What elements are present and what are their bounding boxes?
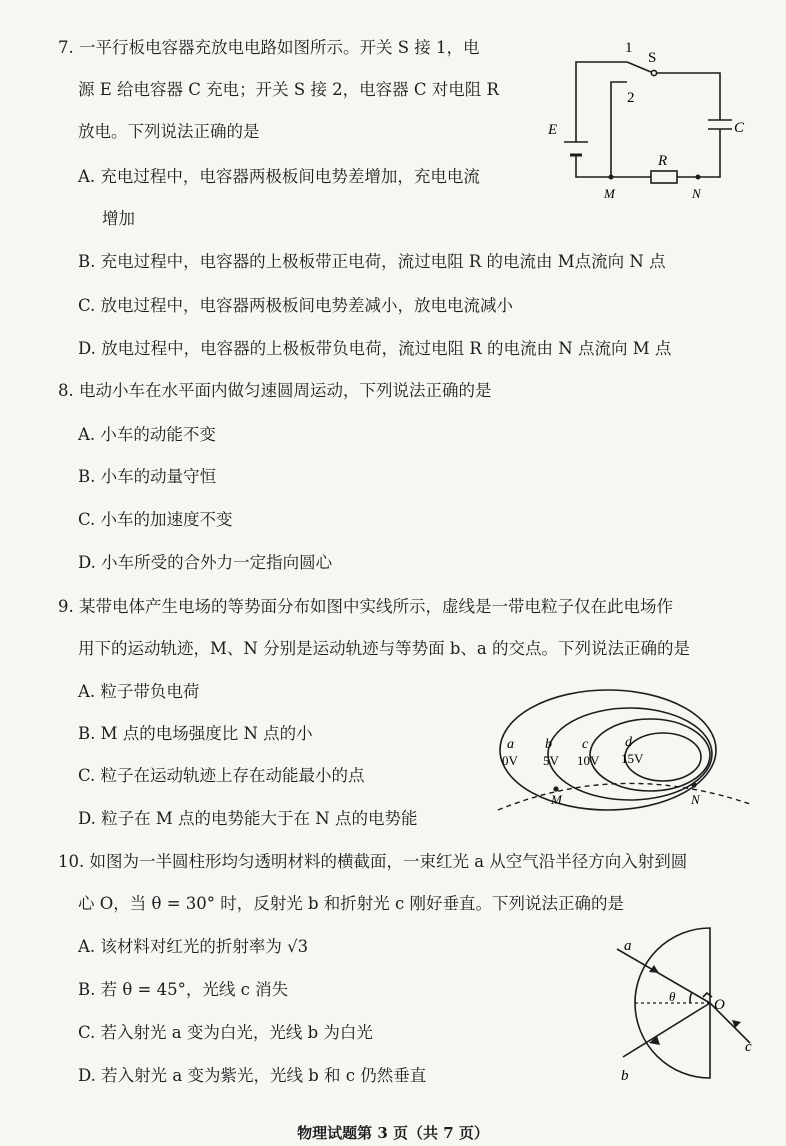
surface-c-potential: 10V <box>577 753 600 768</box>
surface-b-label: b <box>545 737 552 752</box>
q10-option-c: C. 若入射光 a 变为白光，光线 b 为白光 <box>78 1023 373 1042</box>
point-n-label: N <box>691 792 700 807</box>
surface-a-label: a <box>507 737 514 752</box>
q7-stem-line3: 放电。下列说法正确的是 <box>78 122 260 141</box>
q7-option-d: D. 放电过程中，电容器的上极板带负电荷，流过电阻 R 的电流由 N 点流向 M 点 <box>78 339 672 358</box>
equipotential-diagram <box>490 680 760 815</box>
q7-option-a-line2: 增加 <box>102 209 135 228</box>
theta-label: θ <box>669 989 676 1004</box>
q9-option-b: B. M 点的电场强度比 N 点的小 <box>78 724 313 743</box>
q8-option-a: A. 小车的动能不变 <box>78 425 216 444</box>
switch-label: S <box>648 50 657 66</box>
node-m-label: M <box>604 186 615 201</box>
q10-stem-line2: 心 O，当 θ = 30° 时，反射光 b 和折射光 c 刚好垂直。下列说法正确的是 <box>78 894 625 913</box>
q10-stem-line1: 10. 如图为一半圆柱形均匀透明材料的横截面，一束红光 a 从空气沿半径方向入射到圆 <box>58 852 688 871</box>
surface-d-label: d <box>625 735 632 750</box>
q8-stem: 8. 电动小车在水平面内做匀速圆周运动，下列说法正确的是 <box>58 381 492 400</box>
q10-option-d: D. 若入射光 a 变为紫光，光线 b 和 c 仍然垂直 <box>78 1066 427 1085</box>
resistor-label: R <box>658 153 668 169</box>
q9-option-a: A. 粒子带负电荷 <box>78 682 200 701</box>
q9-option-c: C. 粒子在运动轨迹上存在动能最小的点 <box>78 766 365 785</box>
circuit-diagram <box>540 30 780 205</box>
refraction-diagram <box>595 925 780 1090</box>
incident-ray-label: a <box>624 938 632 954</box>
q10-option-a: A. 该材料对红光的折射率为 √3 <box>78 937 309 956</box>
q7-stem-line2: 源 E 给电容器 C 充电；开关 S 接 2，电容器 C 对电阻 R <box>78 80 499 99</box>
point-m-label: M <box>551 792 562 807</box>
surface-b-potential: 5V <box>543 753 559 768</box>
battery-label: E <box>548 122 558 138</box>
center-o-label: O <box>714 997 725 1013</box>
capacitor-label: C <box>734 120 745 136</box>
q7-stem-line1: 7. 一平行板电容器充放电电路如图所示。开关 S 接 1，电 <box>58 38 480 57</box>
switch-contact-1-label: 1 <box>625 40 633 56</box>
q7-option-c: C. 放电过程中，电容器两极板间电势差减小，放电电流减小 <box>78 296 514 315</box>
q9-option-d: D. 粒子在 M 点的电势能大于在 N 点的电势能 <box>78 809 418 828</box>
q8-option-c: C. 小车的加速度不变 <box>78 510 233 529</box>
page-footer: 物理试题第 3 页（共 7 页） <box>297 1124 489 1142</box>
surface-d-potential: 15V <box>621 751 644 766</box>
surface-a-potential: 0V <box>502 753 518 768</box>
switch-contact-2-label: 2 <box>627 90 635 106</box>
q7-option-b: B. 充电过程中，电容器的上极板带正电荷，流过电阻 R 的电流由 M点流向 N 点 <box>78 252 666 271</box>
refracted-ray-label: c <box>745 1039 752 1055</box>
q7-option-a-line1: A. 充电过程中，电容器两极板间电势差增加，充电电流 <box>78 167 480 186</box>
q8-option-d: D. 小车所受的合外力一定指向圆心 <box>78 553 333 572</box>
q9-stem-line2: 用下的运动轨迹，M、N 分别是运动轨迹与等势面 b、a 的交点。下列说法正确的是 <box>78 639 690 658</box>
q8-option-b: B. 小车的动量守恒 <box>78 467 217 486</box>
node-n-label: N <box>692 186 701 201</box>
reflected-ray-label: b <box>621 1068 629 1084</box>
q10-option-b: B. 若 θ = 45°，光线 c 消失 <box>78 980 289 999</box>
surface-c-label: c <box>582 737 589 752</box>
q9-stem-line1: 9. 某带电体产生电场的等势面分布如图中实线所示，虚线是一带电粒子仅在此电场作 <box>58 597 673 616</box>
